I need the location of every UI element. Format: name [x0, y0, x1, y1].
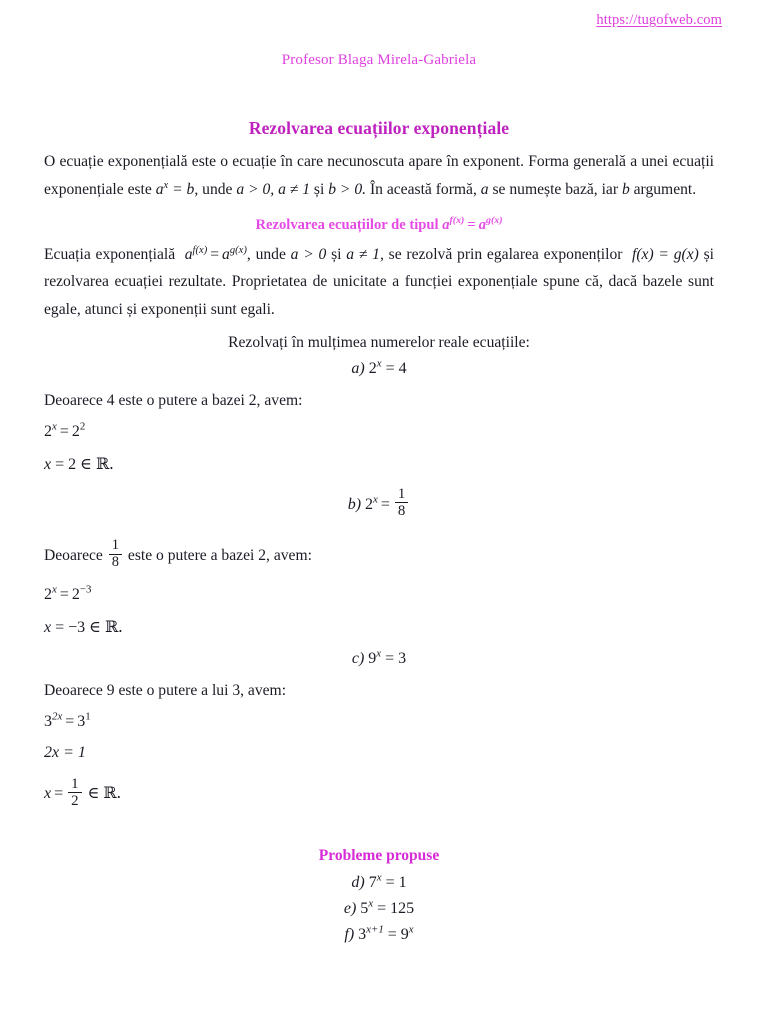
proposed-problem-d: [44, 871, 714, 892]
problem-b-solution: [44, 617, 714, 637]
intro-paragraph: [44, 148, 714, 204]
problem-b-step1-formula: [44, 586, 91, 603]
problem-b-equation: [44, 487, 714, 524]
proposed-problem-d-base: 7: [368, 874, 377, 892]
proposed-problem-e-rhs: = 125: [377, 900, 415, 918]
author-byline: Profesor Blaga Mirela-Gabriela: [281, 52, 477, 68]
problem-c-step1: [44, 713, 714, 731]
problem-a-step1-equals: =: [59, 422, 69, 440]
problem-b-formula: [365, 486, 410, 520]
problem-c-step2: [44, 744, 714, 762]
problem-c-step1-rhs-base: 3: [77, 713, 86, 731]
theory-text-part2: , unde: [246, 245, 291, 263]
intro-text-part2: , unde: [194, 180, 237, 198]
problem-b-solution-variable: x: [44, 619, 52, 637]
problem-c-solution: [44, 775, 714, 813]
intro-text-part3: În această formă,: [366, 180, 481, 198]
subtitle-rhs-exponent: g(x): [485, 214, 503, 226]
problem-b-step1-lhs-base: 2: [44, 586, 52, 604]
theory-condition-a-not-one: a ≠ 1,: [346, 245, 384, 263]
problem-a-rhs: = 4: [385, 359, 407, 377]
site-url-link[interactable]: https://tugofweb.com: [596, 12, 722, 28]
problem-a-reason: Deoarece 4 este o putere a bazei 2, avem:: [44, 391, 303, 409]
problem-c-step1-equals: =: [65, 713, 75, 731]
problem-b-equals: =: [380, 495, 390, 513]
problem-c-equation: [44, 650, 714, 668]
problem-c-rhs: = 3: [385, 650, 407, 668]
problem-a-equation: [44, 357, 714, 378]
formula-equals-b: = b: [172, 180, 195, 198]
problem-c-step1-lhs-exponent: 2x: [52, 711, 63, 724]
condition-b-positive: b > 0.: [328, 180, 367, 198]
proposed-problems-title: Probleme propuse: [318, 847, 440, 865]
theory-paragraph: [44, 241, 714, 324]
proposed-problem-d-exponent: x: [376, 871, 382, 884]
problem-c-solution-equals: =: [54, 785, 64, 803]
proposed-problem-f-exponent: x+1: [366, 923, 384, 936]
proposed-problem-f: [44, 923, 714, 944]
intro-text-part4: se numește bază, iar: [488, 180, 622, 198]
intro-text-part5: argument.: [629, 180, 697, 198]
problem-c-solution-numerator: 1: [71, 775, 79, 792]
problem-b-rhs-numerator: 1: [397, 486, 406, 503]
problem-a-step1-rhs-base: 2: [71, 422, 80, 440]
problem-a-base: 2: [368, 359, 377, 377]
document-content: [44, 118, 714, 952]
proposed-problem-f-base: 3: [358, 926, 367, 944]
problem-b-exponent: x: [373, 493, 378, 506]
problem-b-solution-set: ∈ ℝ.: [89, 617, 123, 637]
problem-c-label: c): [351, 650, 365, 668]
problem-c-step1-formula: [44, 713, 91, 730]
problem-b-step1-lhs-exponent: x: [52, 584, 57, 597]
proposed-problem-f-rhs-base: = 9: [387, 926, 409, 944]
variable-a: a: [480, 180, 489, 198]
problem-c-solution-denominator: 2: [68, 792, 81, 809]
problem-a-step1-lhs-exponent: x: [52, 420, 57, 433]
problem-b-rhs-fraction: [395, 486, 408, 519]
problem-c-solution-fraction: [68, 776, 81, 809]
proposed-problem-f-formula: [358, 923, 414, 944]
problem-c-solution-variable: x: [44, 785, 52, 803]
problem-b-reason-post: este o putere a bazei 2, avem:: [124, 546, 312, 564]
problem-a-exponent: x: [376, 357, 382, 370]
problem-b-step1: [44, 586, 714, 604]
problem-b-solution-value: = −3: [55, 619, 86, 637]
problem-c-step2-formula: 2x = 1: [44, 744, 86, 762]
problem-a-solution-set: ∈ ℝ.: [80, 453, 114, 473]
problem-a-solution-value: = 2: [55, 455, 77, 473]
theory-equals: =: [210, 245, 220, 263]
theory-conjunction: și: [326, 245, 347, 263]
problem-a-step1-formula: [44, 420, 86, 440]
proposed-problem-e-label: e): [343, 900, 357, 918]
instruction-line: Rezolvați în mulțimea numerelor reale ecuațiile:: [228, 333, 530, 351]
theory-formula-fx-gx: f(x) = g(x): [632, 245, 699, 263]
problem-a-label: a): [351, 359, 365, 377]
problem-a-step1-lhs-base: 2: [44, 422, 52, 440]
intro-formula-ax-b: [156, 181, 195, 198]
problem-b-base: 2: [365, 495, 374, 513]
proposed-problem-f-rhs-exponent: x: [408, 923, 414, 936]
intro-conjunction: și: [310, 180, 329, 198]
problem-b-step1-rhs-base: 2: [71, 586, 80, 604]
proposed-problem-e: [44, 897, 714, 918]
problem-c-step1-rhs-exponent: 1: [85, 711, 91, 724]
subtitle-text: Rezolvarea ecuațiilor de tipul: [255, 216, 443, 233]
subtitle-lhs-exponent: f(x): [449, 214, 465, 226]
subtitle-formula: [442, 214, 503, 233]
problem-c-reason: Deoarece 9 este o putere a lui 3, avem:: [44, 682, 287, 700]
theory-condition-a-positive: a > 0: [290, 245, 327, 263]
intro-text-part1: O ecuație exponențială este o ecuație în care necunoscuta apare în exponent. Forma generală a unei ecuații exponențiale este: [44, 153, 714, 198]
problem-c-solution-set: ∈ ℝ.: [87, 783, 121, 803]
problem-b-reason-fraction: [109, 538, 122, 570]
condition-a-positive: a > 0,: [236, 180, 275, 198]
formula-exponent: x: [163, 179, 169, 191]
problem-b-step1-equals: =: [59, 586, 69, 604]
problem-c-exponent: x: [376, 648, 382, 661]
proposed-problem-e-base: 5: [360, 900, 369, 918]
subtitle-lhs-base: a: [442, 216, 450, 233]
problem-a-formula: [368, 357, 407, 377]
page-title: Rezolvarea ecuațiilor exponențiale: [248, 118, 510, 138]
theory-text-part3: se rezolvă prin egalarea exponenților: [383, 245, 628, 263]
proposed-problem-e-formula: [360, 897, 415, 918]
problem-c-base: 9: [368, 650, 377, 668]
problem-c-formula: [368, 650, 406, 667]
problem-a-step1: [44, 420, 714, 441]
theory-lhs-base: a: [184, 245, 193, 263]
problem-b-reason-denominator: 8: [109, 554, 122, 571]
problem-b-label: b): [347, 495, 362, 513]
problem-a-solution-variable: x: [44, 455, 52, 473]
problem-a-solution: [44, 454, 714, 474]
formula-base: a: [155, 180, 164, 198]
theory-rhs-base: a: [222, 245, 230, 263]
section-subtitle: [44, 214, 714, 234]
problem-b-reason: [44, 538, 714, 574]
variable-b: b: [621, 180, 630, 198]
theory-formula-afx-agx: [185, 246, 247, 263]
proposed-problem-f-label: f): [344, 926, 355, 944]
theory-rhs-exponent: g(x): [229, 244, 247, 256]
condition-a-not-one: a ≠ 1: [278, 180, 311, 198]
problem-a-step1-rhs-exponent: 2: [79, 420, 86, 433]
proposed-problem-d-rhs: = 1: [385, 874, 407, 892]
problem-b-rhs-denominator: 8: [395, 502, 408, 519]
proposed-problem-d-label: d): [351, 874, 365, 892]
problem-b-step1-rhs-exponent: −3: [79, 584, 92, 597]
subtitle-equals: =: [467, 216, 476, 233]
proposed-problem-e-exponent: x: [368, 897, 374, 910]
theory-text-part1: Ecuația exponențială: [44, 245, 180, 263]
problem-b-reason-pre: Deoarece: [44, 546, 107, 564]
proposed-problem-d-formula: [368, 871, 407, 892]
problem-c-step1-lhs-base: 3: [44, 713, 52, 731]
problem-b-reason-numerator: 1: [111, 537, 120, 554]
subtitle-rhs-base: a: [478, 216, 486, 233]
theory-lhs-exponent: f(x): [192, 244, 208, 256]
theory-text-part4: și rezolvarea ecuației rezultate. Proprietatea de unicitate a funcției exponențiale spune că, dacă bazele sunt egale, atunci și exponenții sunt egali.: [44, 245, 714, 318]
